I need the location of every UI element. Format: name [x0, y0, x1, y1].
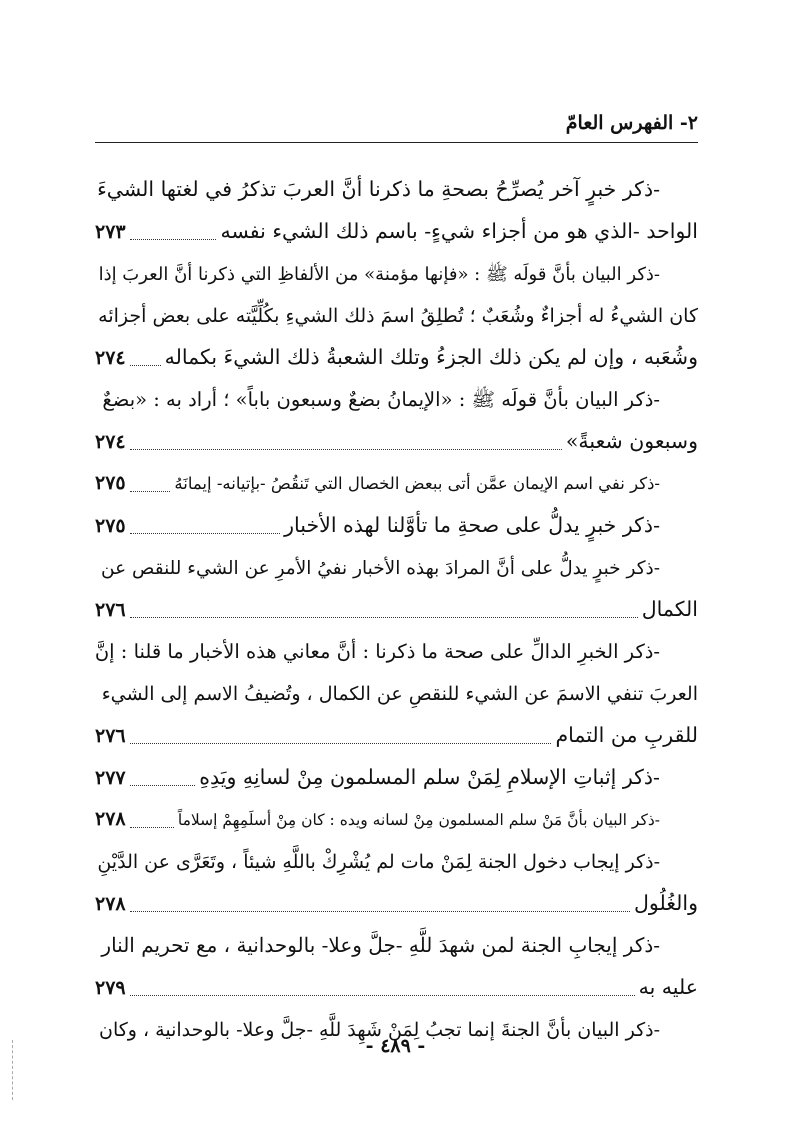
entry-page-number: ٢٧٨: [95, 808, 126, 830]
entry-line: [95, 630, 698, 672]
leader-dots: [130, 826, 174, 828]
entry-text: العربَ تنفي الاسمَ عن الشيء للنقصِ عن الكمال ، وتُضيفُ الاسم إلى الشيء: [101, 683, 698, 705]
index-entry: [95, 504, 698, 546]
entry-last-line: [95, 504, 698, 546]
entry-text: وشُعَبه ، وإن لم يكن ذلك الجزءُ وتلك الشعبةُ ذلك الشيءَ بكماله: [164, 345, 698, 369]
entry-line: [95, 546, 698, 588]
entry-text: الكمال: [641, 597, 698, 621]
leader-dots: [130, 742, 552, 744]
entry-last-line: [95, 336, 698, 378]
entry-line: [95, 378, 698, 420]
entry-line: [95, 924, 698, 966]
entry-text: كان الشيءُ له أجزاءٌ وشُعَبٌ ؛ تُطلِقُ اسمَ ذلك الشيءِ بكُلِّيَّته على بعض أجزائه: [98, 305, 698, 327]
entry-page-number: ٢٧٥: [95, 515, 126, 537]
entry-text: -ذكر خبرٍ يدلُّ على أنَّ المرادَ بهذه الأخبار نفيُ الأمرِ عن الشيء للنقص عن: [101, 558, 660, 579]
entry-last-line: [95, 798, 698, 840]
entry-text: وسبعون شعبةً»: [565, 429, 698, 453]
index-entry: [95, 798, 698, 840]
entry-page-number: ٢٧٥: [95, 472, 126, 494]
entry-last-line: [95, 210, 698, 252]
index-entry: [95, 630, 698, 756]
entry-text: -ذكر البيان بأنَّ قولَه ﷺ : «الإيمانُ بضعٌ وسبعون باباً» ؛ أراد به : «بضعٌ: [102, 388, 660, 411]
entry-line: [95, 294, 698, 336]
index-entry: [95, 546, 698, 630]
entry-text: -ذكر البيان بأنَّ الجنةَ إنما تجبُ لِمَنْ شَهِدَ للَّهِ -جلَّ وعلا- بالوحدانية ، وكان: [99, 1019, 660, 1041]
leader-dots: [130, 994, 635, 996]
entry-last-line: [95, 714, 698, 756]
entry-text: والغُلُول: [633, 891, 698, 915]
entry-text: -ذكر خبرٍ آخر يُصرِّحُ بصحةِ ما ذكرنا أنَّ العربَ تذكرُ في لغتها الشيءَ: [97, 177, 660, 201]
leader-dots: [130, 616, 638, 618]
running-header: [95, 102, 698, 143]
entry-text: -ذكر إيجابِ الجنة لمن شهدَ للَّهِ -جلَّ وعلا- بالوحدانية ، مع تحريم النار: [101, 933, 660, 957]
index-entry: [95, 378, 698, 462]
entry-text: -ذكر إثباتِ الإسلامِ لِمَنْ سلم المسلمون مِنْ لسانِهِ ويَدِهِ: [199, 765, 660, 789]
leader-dots: [130, 448, 562, 450]
entry-page-number: ٢٧٦: [95, 725, 126, 747]
index-entry: [95, 840, 698, 924]
entry-last-line: [95, 420, 698, 462]
leader-dots: [130, 364, 161, 366]
entry-last-line: [95, 966, 698, 1008]
entry-last-line: [95, 588, 698, 630]
section-title: ٢- الفهرس العامّ: [565, 112, 698, 134]
leader-dots: [130, 490, 171, 492]
page-number: - ٤٨٩ -: [365, 1035, 426, 1057]
leader-dots: [130, 784, 196, 786]
index-entry: [95, 756, 698, 798]
entry-page-number: ٢٧٦: [95, 599, 126, 621]
entry-line: [95, 252, 698, 294]
entry-text: -ذكر إيجاب دخول الجنة لِمَنْ مات لم يُشْرِكْ باللَّهِ شيئاً ، وتَعَرَّى عن الدَّيْنِ: [97, 851, 660, 873]
entry-page-number: ٢٧٤: [95, 431, 126, 453]
leader-dots: [130, 910, 630, 912]
scan-margin-mark: [12, 1040, 14, 1100]
entry-page-number: ٢٧٨: [95, 893, 126, 915]
index-entry: [95, 252, 698, 378]
leader-dots: [130, 532, 281, 534]
entry-text: -ذكر البيان بأنَّ قولَه ﷺ : «فإنها مؤمنة» من الألفاظِ التي ذكرنا أنَّ العربَ إذا: [98, 264, 660, 285]
entry-page-number: ٢٧٣: [95, 221, 126, 243]
entry-text: عليه به: [638, 975, 698, 999]
index-entry: [95, 924, 698, 1008]
entry-page-number: ٢٧٩: [95, 977, 126, 999]
leader-dots: [130, 238, 217, 240]
entry-last-line: [95, 756, 698, 798]
entry-text: الواحد -الذي هو من أجزاء شيءٍ- باسم ذلك الشيء نفسه: [220, 219, 698, 243]
entry-line: [95, 840, 698, 882]
entry-last-line: [95, 882, 698, 924]
entry-line: [95, 168, 698, 210]
entry-text: -ذكر نفي اسم الإيمان عمَّن أتى ببعض الخصال التي تَنقُصُ -بإتيانه- إيمانَهُ: [174, 474, 660, 493]
entry-page-number: ٢٧٤: [95, 347, 126, 369]
entry-text: للقربِ من التمام: [555, 723, 698, 747]
index-entry: [95, 168, 698, 252]
entry-text: -ذكر البيان بأنَّ مَنْ سلم المسلمون مِنْ لسانه ويده : كان مِنْ أسلَمِهِمْ إسلاماً: [177, 811, 660, 829]
index-entry: [95, 462, 698, 504]
entry-last-line: [95, 462, 698, 504]
index-entries-list: [95, 168, 698, 1050]
entry-text: -ذكر خبرٍ يدلُّ على صحةِ ما تأوَّلنا لهذه الأخبار: [284, 513, 660, 537]
entry-line: [95, 672, 698, 714]
entry-page-number: ٢٧٧: [95, 767, 126, 789]
entry-text: -ذكر الخبرِ الدالِّ على صحة ما ذكرنا : أنَّ معاني هذه الأخبار ما قلنا : إنَّ: [94, 640, 660, 663]
